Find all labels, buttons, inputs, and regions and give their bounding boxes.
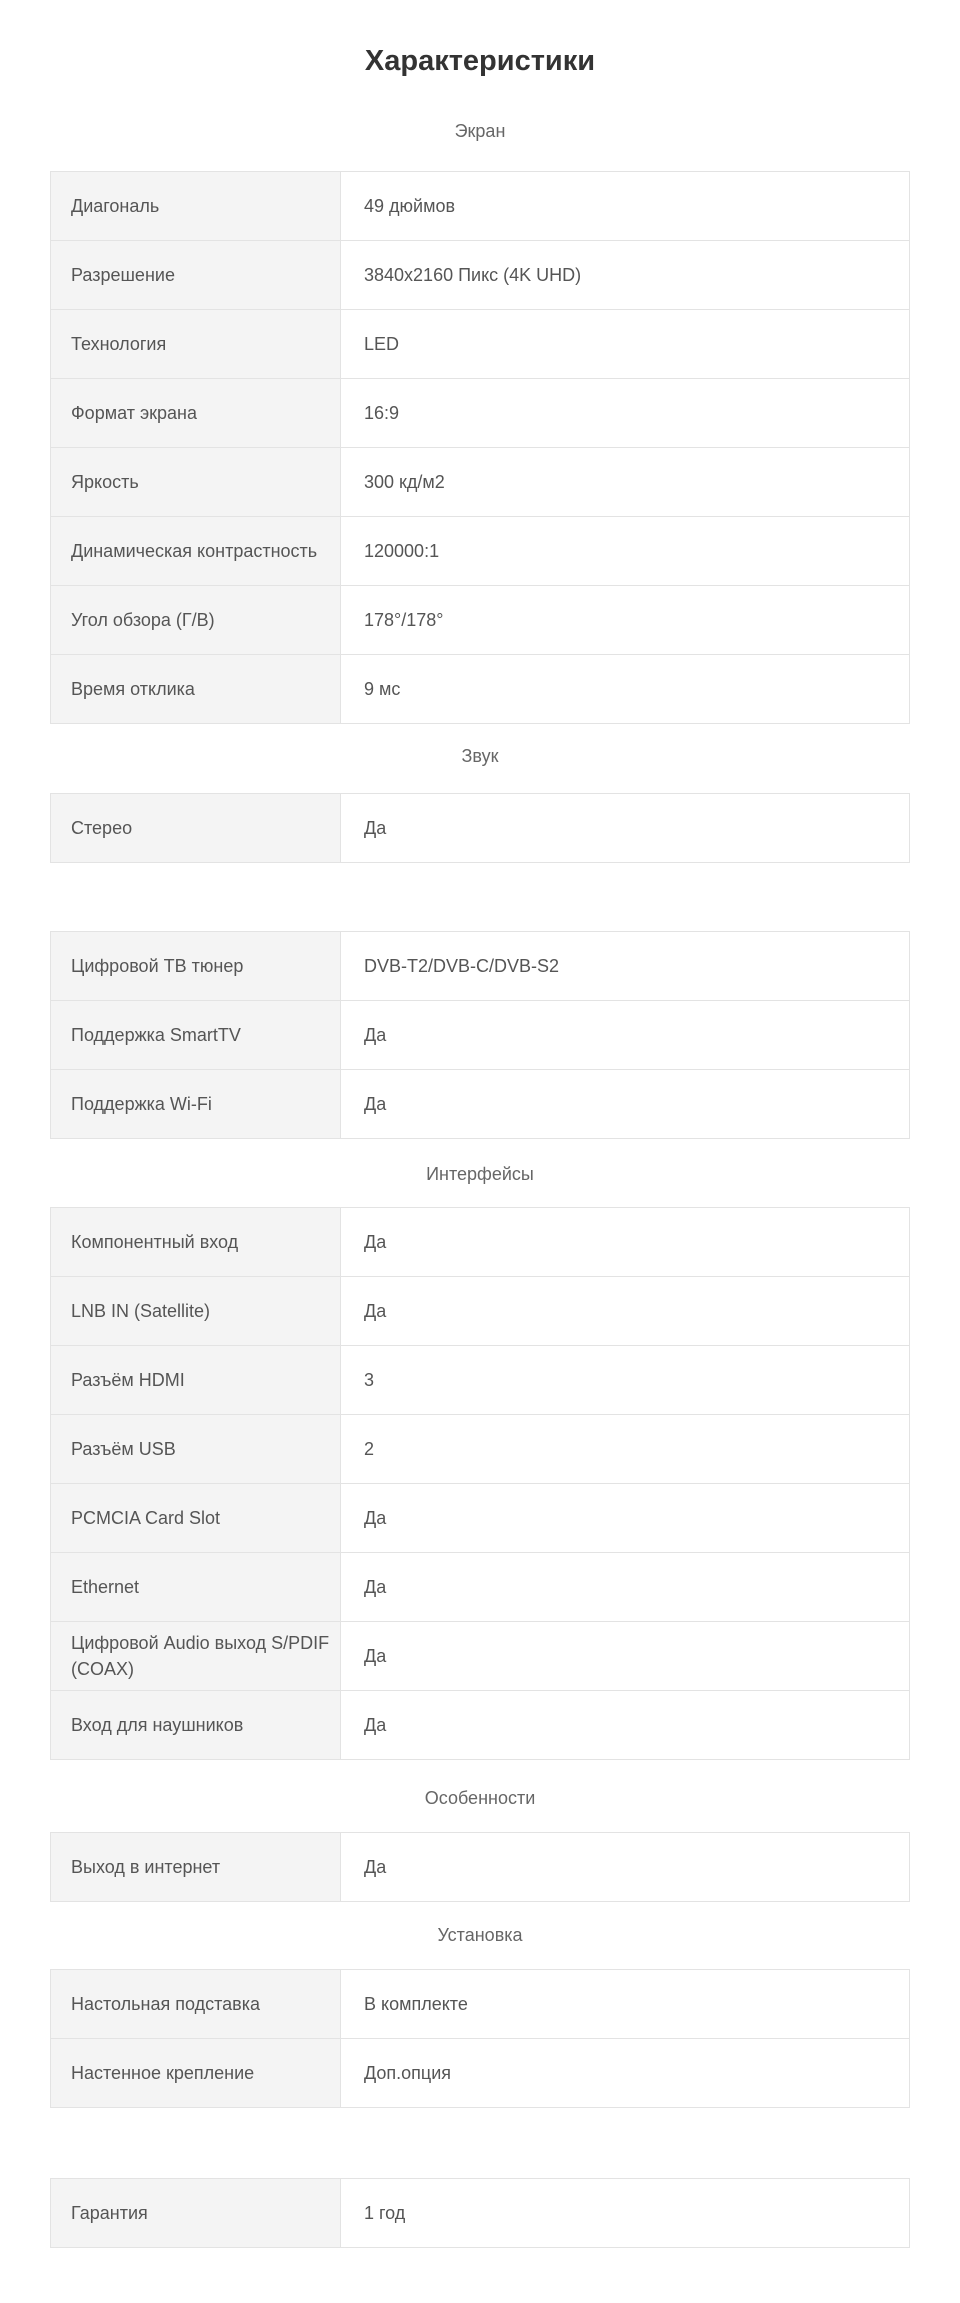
spec-label: PCMCIA Card Slot: [51, 1484, 341, 1552]
table-row: [51, 241, 909, 310]
spec-value: Да: [364, 1025, 387, 1045]
spec-value: Да: [364, 1857, 387, 1877]
spec-label: Разрешение: [51, 241, 341, 309]
spec-label: Настольная подставка: [51, 1970, 341, 2038]
spec-label: Цифровой ТВ тюнер: [51, 932, 341, 1000]
spec-label: Компонентный вход: [51, 1208, 341, 1276]
spec-table-sound: [50, 793, 910, 863]
table-row: [51, 1001, 909, 1070]
spec-value: В комплекте: [364, 1994, 468, 2014]
table-row: [51, 1691, 909, 1759]
table-row: [51, 448, 909, 517]
table-row: [51, 1484, 909, 1553]
spec-label: Диагональ: [51, 172, 341, 240]
spec-table-tuner: [50, 931, 910, 1139]
spec-label: Время отклика: [51, 655, 341, 723]
table-row: [51, 2179, 909, 2247]
table-row: [51, 1346, 909, 1415]
table-row: [51, 932, 909, 1001]
table-row: [51, 1553, 909, 1622]
spec-label: Формат экрана: [51, 379, 341, 447]
table-row: [51, 586, 909, 655]
table-row: [51, 1070, 909, 1138]
spec-label: Поддержка Wi-Fi: [51, 1070, 341, 1138]
table-row: [51, 517, 909, 586]
spec-value: 9 мс: [364, 679, 401, 699]
table-row: [51, 1277, 909, 1346]
spec-value: 178°/178°: [364, 610, 444, 630]
spec-label: Угол обзора (Г/В): [51, 586, 341, 654]
spec-value: 3840x2160 Пикс (4K UHD): [364, 265, 582, 285]
spec-label: Разъём USB: [51, 1415, 341, 1483]
table-row: [51, 2039, 909, 2107]
section-title-sound: Звук: [461, 746, 499, 766]
spec-value: Доп.опция: [364, 2063, 452, 2083]
page-title: Характеристики: [364, 45, 596, 77]
table-row: [51, 1415, 909, 1484]
spec-table-interfaces: [50, 1207, 910, 1760]
spec-label: Выход в интернет: [51, 1833, 341, 1901]
spec-label: Гарантия: [51, 2179, 341, 2247]
spec-value: Да: [364, 818, 387, 838]
section-title-interfaces: Интерфейсы: [426, 1164, 534, 1184]
spec-label: Ethernet: [51, 1553, 341, 1621]
section-title-screen: Экран: [454, 121, 506, 141]
table-row: [51, 794, 909, 862]
spec-value: 16:9: [364, 403, 400, 423]
spec-value: LED: [364, 334, 400, 354]
spec-table-installation: [50, 1969, 910, 2108]
spec-label: Разъём HDMI: [51, 1346, 341, 1414]
table-row: [51, 1208, 909, 1277]
spec-label: Настенное крепление: [51, 2039, 341, 2107]
table-row: [51, 1622, 909, 1691]
spec-label: Технология: [51, 310, 341, 378]
spec-value: 49 дюймов: [364, 196, 456, 216]
table-row: [51, 1970, 909, 2039]
table-row: [51, 655, 909, 723]
spec-table-features: [50, 1832, 910, 1902]
spec-label: Динамическая контрастность: [51, 517, 341, 585]
spec-value: DVB-T2/DVB-C/DVB-S2: [364, 956, 560, 976]
spec-value: 1 год: [364, 2203, 406, 2223]
spec-label: Стерео: [51, 794, 341, 862]
spec-value: Да: [364, 1301, 387, 1321]
spec-value: Да: [364, 1232, 387, 1252]
spec-label: Вход для наушников: [51, 1691, 341, 1759]
spec-label: Поддержка SmartTV: [51, 1001, 341, 1069]
spec-value: Да: [364, 1715, 387, 1735]
table-row: [51, 172, 909, 241]
table-row: [51, 1833, 909, 1901]
spec-value: Да: [364, 1577, 387, 1597]
spec-value: Да: [364, 1094, 387, 1114]
spec-label: Цифровой Audio выход S/PDIF (COAX): [51, 1622, 341, 1690]
section-title-installation: Установка: [437, 1925, 523, 1945]
table-row: [51, 379, 909, 448]
spec-value: 2: [364, 1439, 375, 1459]
spec-label: Яркость: [51, 448, 341, 516]
spec-value: 3: [364, 1370, 375, 1390]
spec-label: LNB IN (Satellite): [51, 1277, 341, 1345]
spec-table-warranty: [50, 2178, 910, 2248]
spec-table-screen: [50, 171, 910, 724]
spec-value: Да: [364, 1508, 387, 1528]
spec-value: Да: [364, 1646, 387, 1666]
spec-value: 120000:1: [364, 541, 440, 561]
section-title-features: Особенности: [424, 1788, 536, 1808]
spec-value: 300 кд/м2: [364, 472, 445, 492]
table-row: [51, 310, 909, 379]
